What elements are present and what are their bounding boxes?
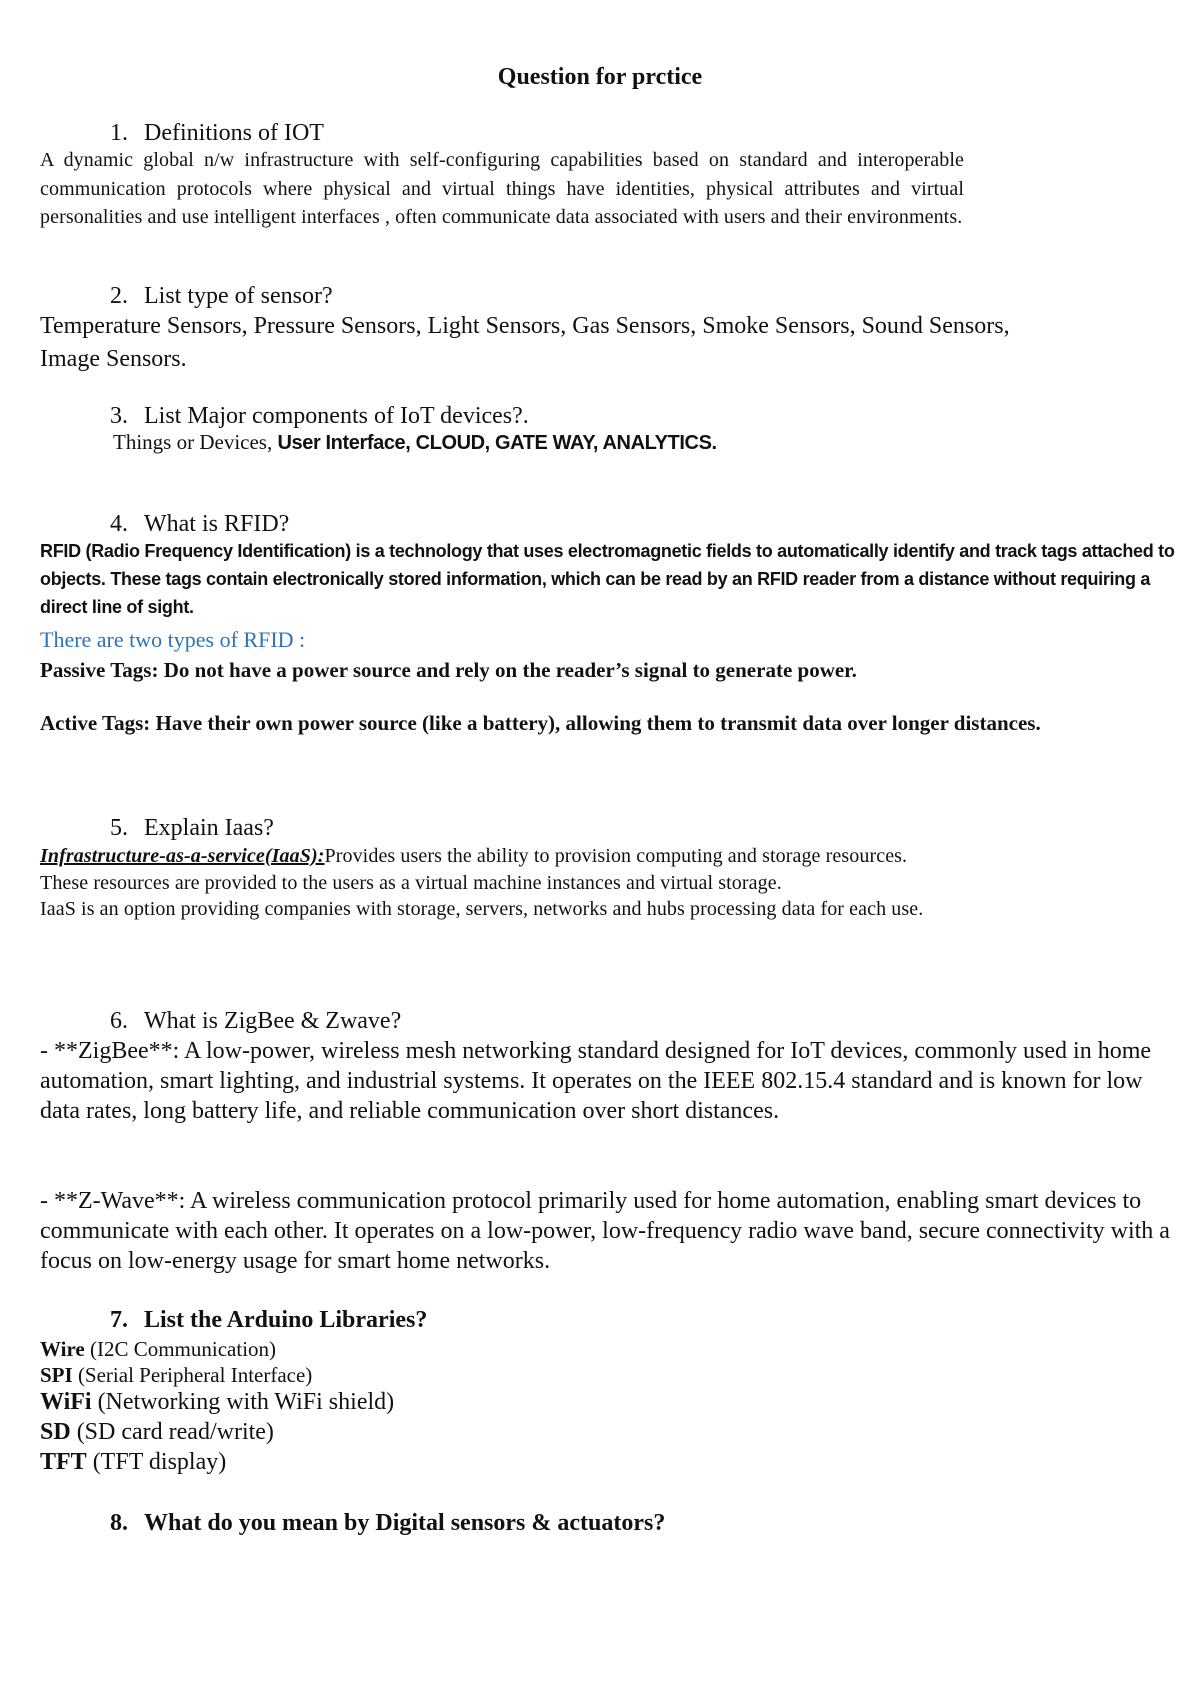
library-name: SD xyxy=(40,1419,71,1445)
rfid-types-heading: There are two types of RFID : xyxy=(40,627,306,652)
question-8 xyxy=(110,1510,665,1537)
question-text: What is RFID? xyxy=(144,511,290,537)
answer-2: Temperature Sensors, Pressure Sensors, Light Sensors, Gas Sensors, Smoke Sensors, Sound Sensors, Image Sensors. xyxy=(40,313,1010,372)
page-title: Question for prctice xyxy=(497,64,703,90)
library-name: SPI xyxy=(40,1363,73,1387)
library-name: TFT xyxy=(40,1449,87,1475)
question-text: Definitions of IOT xyxy=(144,120,324,146)
question-7 xyxy=(110,1307,427,1334)
question-4 xyxy=(110,511,289,538)
question-text: What is ZigBee & Zwave? xyxy=(144,1008,402,1034)
question-1 xyxy=(110,120,324,147)
library-desc: (Serial Peripheral Interface) xyxy=(72,1363,313,1387)
library-desc: (TFT display) xyxy=(86,1449,227,1475)
answer-3-part1: Things or Devices, xyxy=(113,430,278,454)
question-number: 8. xyxy=(110,1510,128,1536)
rfid-active-tags: Active Tags: Have their own power source (like a battery), allowing them to transmit data over longer distances. xyxy=(40,711,1041,735)
question-6 xyxy=(110,1008,401,1035)
library-desc: (Networking with WiFi shield) xyxy=(91,1389,395,1415)
answer-1: A dynamic global n/w infrastructure with self-configuring capabilities based on standard and interoperable communication protocols where physical and virtual things have identities, physical attributes and virtual personalities and use intelligent interfaces , often communicate data associated with users and their environments. xyxy=(40,149,964,228)
library-item xyxy=(40,1337,276,1362)
library-desc: (I2C Communication) xyxy=(84,1337,277,1361)
library-item xyxy=(40,1363,312,1388)
library-name: Wire xyxy=(40,1337,85,1361)
answer-5-line3: IaaS is an option providing companies with storage, servers, networks and hubs processing data for each use. xyxy=(40,898,924,920)
question-number: 4. xyxy=(110,511,128,537)
question-text: Explain Iaas? xyxy=(144,815,274,841)
library-item xyxy=(40,1419,274,1446)
answer-3-part2: User Interface, CLOUD, GATE WAY, ANALYTICS. xyxy=(277,432,717,454)
answer-6-zigbee: - **ZigBee**: A low-power, wireless mesh networking standard designed for IoT devices, commonly used in home automation, smart lighting, and industrial systems. It operates on the IEEE 802.15.4 standard and is known for low data rates, long battery life, and reliable communication over short distances. xyxy=(40,1038,1152,1124)
question-number: 7. xyxy=(110,1307,128,1333)
question-number: 3. xyxy=(110,403,128,429)
iaas-term: Infrastructure-as-a-service(IaaS): xyxy=(40,845,325,867)
question-5 xyxy=(110,815,274,842)
question-2 xyxy=(110,283,333,310)
answer-6-zwave: - **Z-Wave**: A wireless communication protocol primarily used for home automation, enabling smart devices to communicate with each other. It operates on a low-power, low-frequency radio wave band, secure connectivity with a focus on low-energy usage for smart home networks. xyxy=(40,1188,1170,1274)
library-name: WiFi xyxy=(40,1389,92,1415)
iaas-definition: Provides users the ability to provision computing and storage resources. xyxy=(324,845,908,867)
question-text: What do you mean by Digital sensors & actuators? xyxy=(144,1510,666,1536)
question-text: List Major components of IoT devices?. xyxy=(144,403,529,429)
question-number: 6. xyxy=(110,1008,128,1034)
library-item xyxy=(40,1449,226,1476)
answer-5-line2: These resources are provided to the users as a virtual machine instances and virtual storage. xyxy=(40,872,782,894)
question-text: List type of sensor? xyxy=(144,283,333,309)
rfid-passive-tags: Passive Tags: Do not have a power source and rely on the reader’s signal to generate power. xyxy=(40,658,857,682)
library-desc: (SD card read/write) xyxy=(70,1419,274,1445)
question-number: 1. xyxy=(110,120,128,146)
answer-4: RFID (Radio Frequency Identification) is a technology that uses electromagnetic fields to automatically identify and track tags attached to objects. These tags contain electronically stored information, which can be read by an RFID reader from a distance without requiring a direct line of sight. xyxy=(40,541,1175,617)
question-3 xyxy=(110,403,529,430)
question-text: List the Arduino Libraries? xyxy=(144,1307,428,1333)
answer-3 xyxy=(113,430,1172,455)
question-number: 5. xyxy=(110,815,128,841)
library-item xyxy=(40,1389,394,1416)
question-number: 2. xyxy=(110,283,128,309)
answer-5-line1 xyxy=(40,842,1172,871)
